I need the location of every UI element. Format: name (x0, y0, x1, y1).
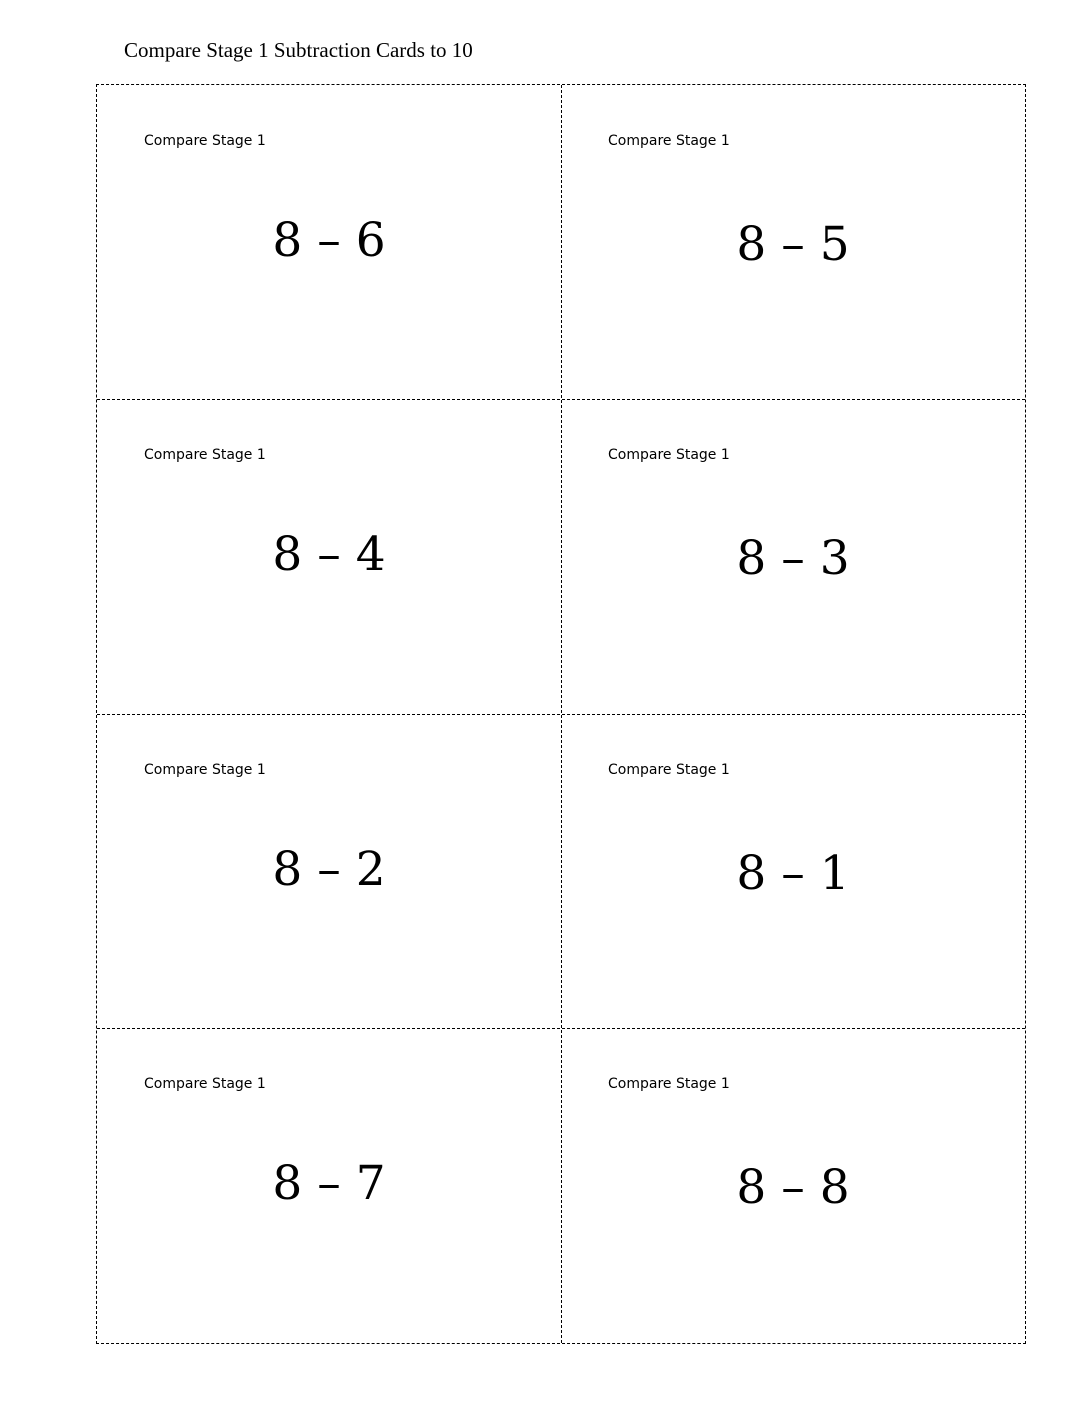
page-title: Compare Stage 1 Subtraction Cards to 10 (124, 38, 473, 62)
card-label: Compare Stage 1 (144, 447, 266, 463)
card-label: Compare Stage 1 (608, 1076, 730, 1092)
card-label: Compare Stage 1 (608, 762, 730, 778)
card-expression: 8 – 2 (272, 842, 386, 897)
subtraction-card (97, 1028, 561, 1342)
card-expression: 8 – 1 (736, 846, 850, 901)
card-expression: 8 – 3 (736, 531, 850, 586)
subtraction-card (97, 714, 561, 1028)
subtraction-card (561, 1028, 1025, 1342)
card-label: Compare Stage 1 (144, 1076, 266, 1092)
subtraction-card (97, 399, 561, 713)
card-label: Compare Stage 1 (144, 762, 266, 778)
card-label: Compare Stage 1 (608, 447, 730, 463)
subtraction-card (561, 85, 1025, 399)
card-label: Compare Stage 1 (608, 133, 730, 149)
card-expression: 8 – 8 (736, 1160, 850, 1215)
subtraction-card (561, 714, 1025, 1028)
subtraction-card (561, 399, 1025, 713)
card-expression: 8 – 4 (272, 527, 386, 582)
card-label: Compare Stage 1 (144, 133, 266, 149)
card-expression: 8 – 6 (272, 213, 386, 268)
card-expression: 8 – 5 (736, 217, 850, 272)
subtraction-card (97, 85, 561, 399)
card-expression: 8 – 7 (272, 1156, 386, 1211)
card-sheet (96, 84, 1026, 1344)
